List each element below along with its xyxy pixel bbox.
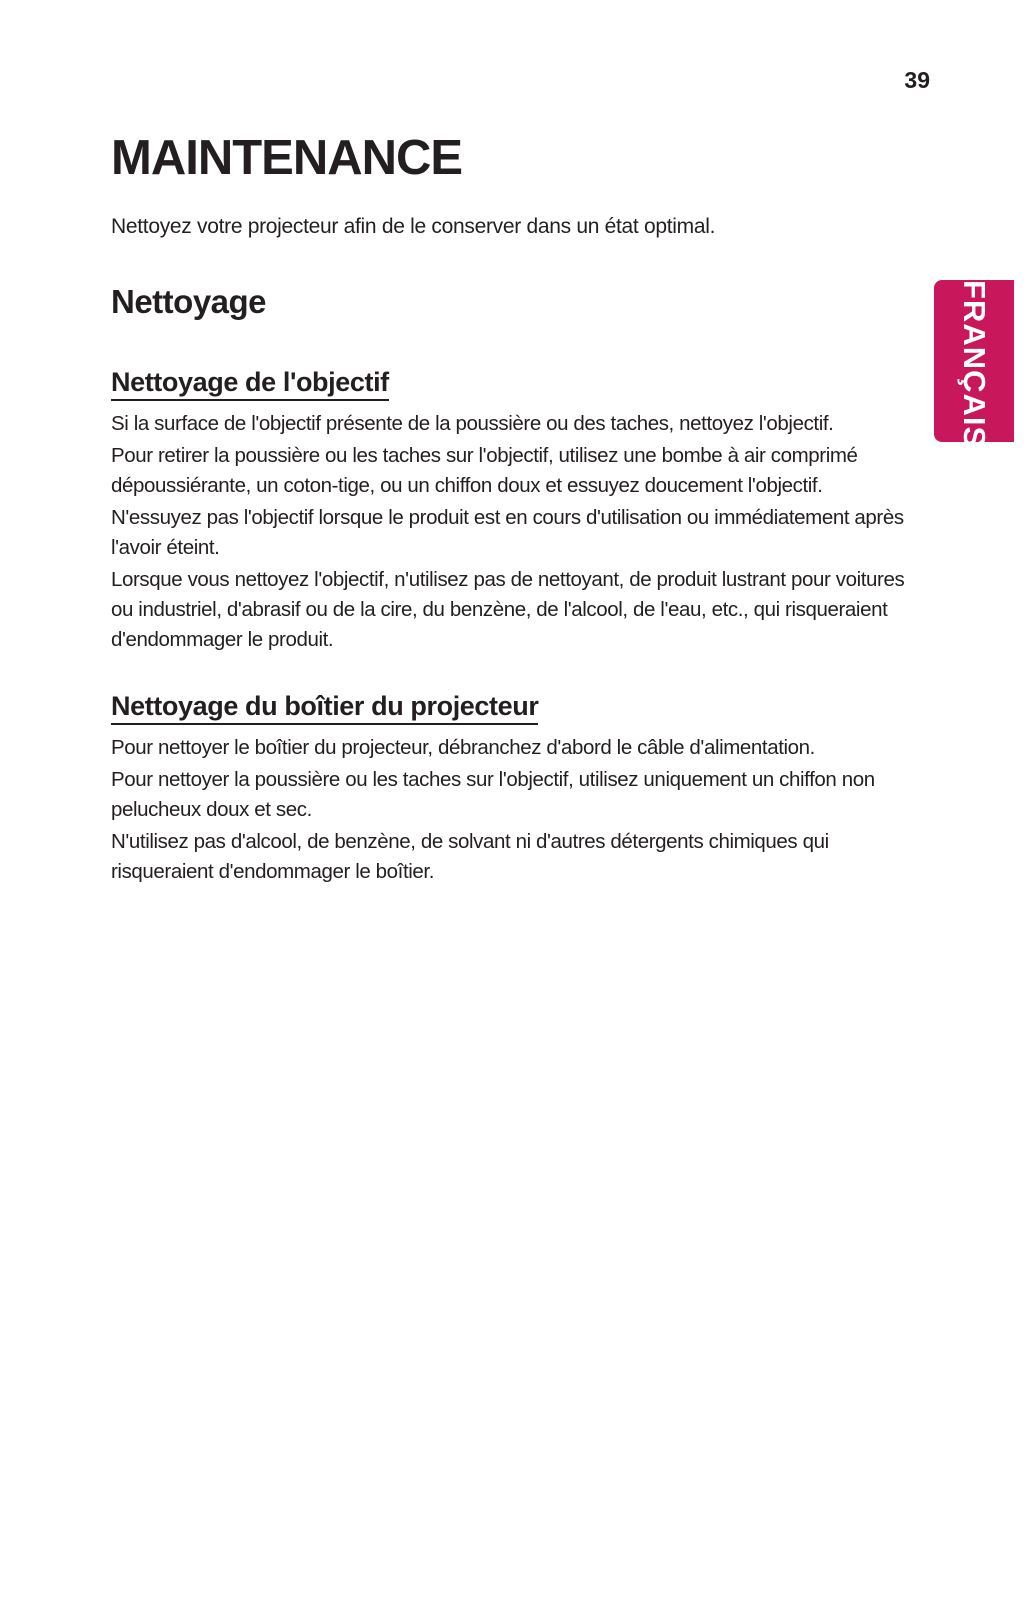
page-number: 39 [904, 67, 930, 93]
subsection-case-cleaning [111, 689, 911, 889]
page-title: MAINTENANCE [111, 131, 463, 185]
subsection-title: Nettoyage de l'objectif [111, 365, 389, 401]
paragraph: Si la surface de l'objectif présente de la poussière ou des taches, nettoyez l'objectif. [111, 412, 834, 435]
language-tab-label: FRANÇAIS [957, 280, 992, 449]
subsection-title: Nettoyage du boîtier du projecteur [111, 689, 538, 725]
paragraph: Lorsque vous nettoyez l'objectif, n'utilisez pas de nettoyant, de produit lustrant pour voitures ou industriel, d'abrasif ou de la cire, du benzène, de l'alcool, de l'eau, etc., qui risqueraient d'endommager le produit. [111, 568, 905, 651]
subsection-lens-cleaning [111, 365, 911, 657]
paragraph: Pour nettoyer la poussière ou les taches sur l'objectif, utilisez uniquement un chiffon non pelucheux doux et sec. [111, 768, 875, 821]
paragraph: N'essuyez pas l'objectif lorsque le produit est en cours d'utilisation ou immédiatement après l'avoir éteint. [111, 506, 904, 559]
paragraph: N'utilisez pas d'alcool, de benzène, de solvant ni d'autres détergents chimiques qui risqueraient d'endommager le boîtier. [111, 830, 829, 883]
section-title: Nettoyage [111, 283, 267, 320]
language-tab [934, 280, 1014, 449]
paragraph: Pour nettoyer le boîtier du projecteur, débranchez d'abord le câble d'alimentation. [111, 736, 815, 759]
intro-text: Nettoyez votre projecteur afin de le conserver dans un état optimal. [111, 215, 716, 238]
paragraph: Pour retirer la poussière ou les taches sur l'objectif, utilisez une bombe à air comprimé dépoussiérante, un coton-tige, ou un chiffon doux et essuyez doucement l'objectif. [111, 444, 858, 497]
